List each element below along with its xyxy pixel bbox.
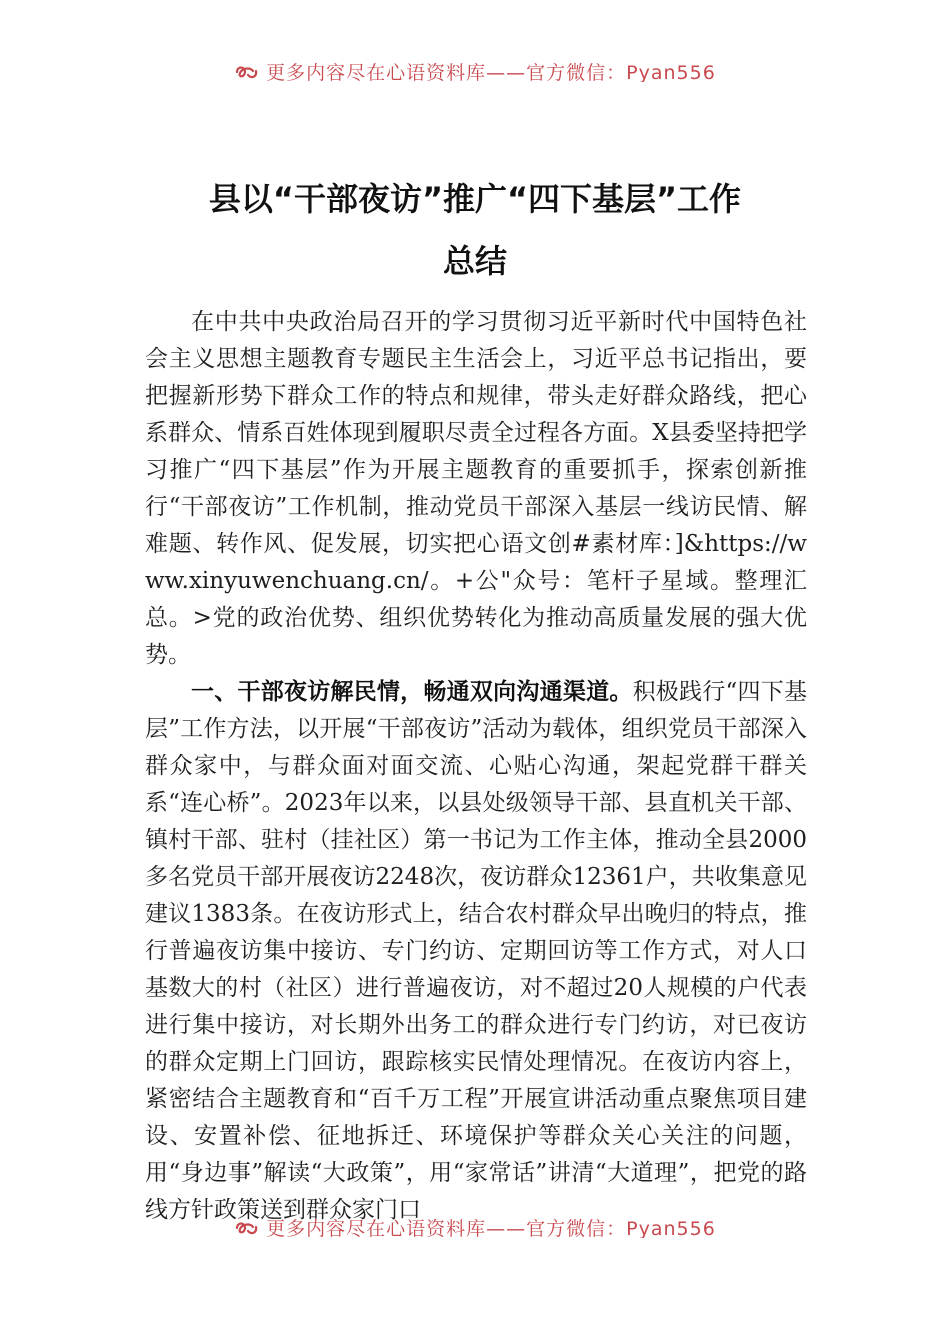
section-1-heading: 一、干部夜访解民情，畅通双向沟通渠道。	[191, 679, 633, 705]
watermark-text: 更多内容尽在心语资料库——官方微信：Pyan556	[266, 1218, 716, 1238]
watermark-text: 更多内容尽在心语资料库——官方微信：Pyan556	[266, 62, 716, 82]
document-title	[140, 168, 810, 292]
intro-paragraph: 在中共中央政治局召开的学习贯彻习近平新时代中国特色社会主义思想主题教育专题民主生活会上，习近平总书记指出，要把握新形势下群众工作的特点和规律，带头走好群众路线，把心系群众、情系百姓体现到履职尽责全过程各方面。X县委坚持把学习推广“四下基层”作为开展主题教育的重要抓手，探索创新推行“干部夜访”工作机制，推动党员干部深入基层一线访民情、解难题、转作风、促发展，切实把心语文创#素材库：]&https://www.xinyuwenchuang.cn/。+公"众号：笔杆子星域。整理汇总。>党的政治优势、组织优势转化为推动高质量发展的强大优势。	[145, 309, 807, 668]
heart-loop-logo-icon	[234, 1219, 260, 1237]
footer-watermark-banner	[0, 1208, 950, 1238]
section-1-paragraph	[145, 674, 807, 1229]
title-line-2: 总结	[442, 242, 507, 280]
header-watermark-banner	[0, 52, 950, 82]
heart-loop-logo-icon	[234, 63, 260, 81]
document-body	[145, 304, 807, 1229]
section-1-text: 积极践行“四下基层”工作方法，以开展“干部夜访”活动为载体，组织党员干部深入群众家中，与群众面对面交流、心贴心沟通，架起党群干群关系“连心桥”。2023年以来，以县处级领导干部、县直机关干部、镇村干部、驻村（挂社区）第一书记为工作主体，推动全县2000多名党员干部开展夜访2248次，夜访群众12361户，共收集意见建议1383条。在夜访形式上，结合农村群众早出晚归的特点，推行普遍夜访集中接访、专门约访、定期回访等工作方式，对人口基数大的村（社区）进行普遍夜访，对不超过20人规模的户代表进行集中接访，对长期外出务工的群众进行专门约访，对已夜访的群众定期上门回访，跟踪核实民情处理情况。在夜访内容上，紧密结合主题教育和“百千万工程”开展宣讲活动重点聚焦项目建设、安置补偿、征地拆迁、环境保护等群众关心关注的问题，用“身边事”解读“大政策”，用“家常话”讲清“大道理”，把党的路线方针政策送到群众家门口	[145, 679, 807, 1223]
title-line-1: 县以“干部夜访”推广“四下基层”工作	[208, 180, 742, 218]
